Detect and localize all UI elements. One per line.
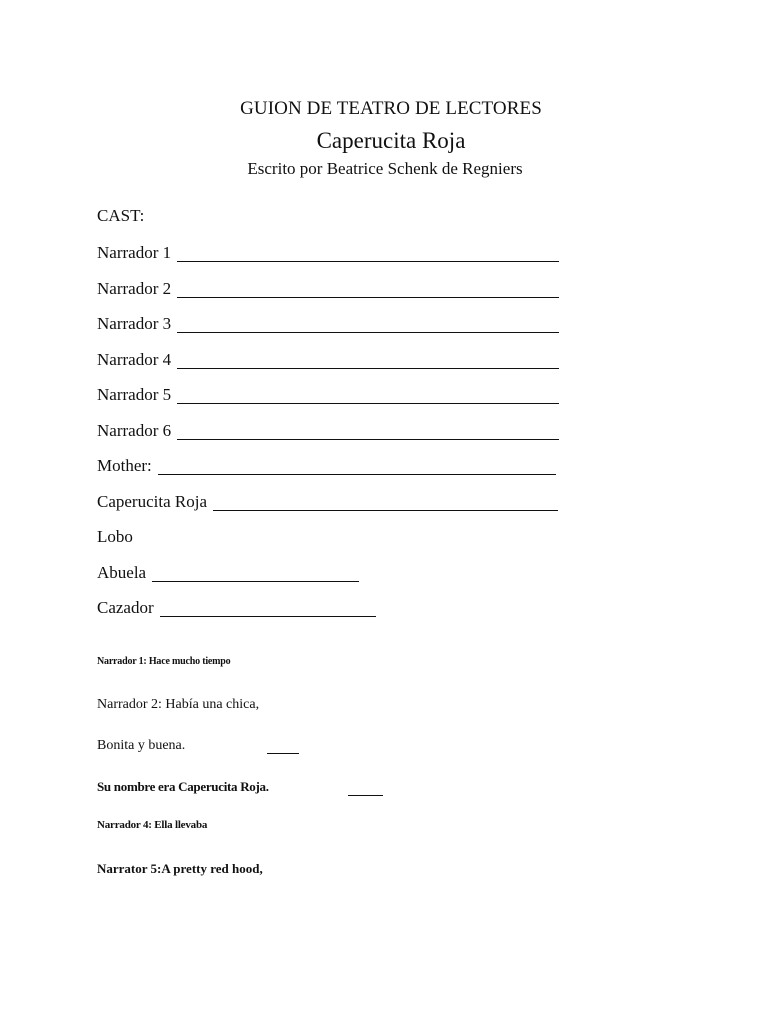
script-blank (267, 753, 299, 754)
script-line: Narrador 1: Hace mucho tiempo (97, 656, 231, 667)
cast-row-abuela (97, 561, 359, 583)
cast-name-blank[interactable] (213, 492, 558, 511)
cast-heading: CAST: (97, 206, 145, 225)
author-line: Escrito por Beatrice Schenk de Regniers (247, 159, 523, 178)
cast-role-label: Abuela (97, 563, 147, 582)
cast-row-cazador (97, 596, 376, 618)
document-title: GUION DE TEATRO DE LECTORES (240, 98, 542, 119)
cast-row-narrador-5 (97, 383, 559, 405)
cast-name-blank[interactable] (160, 598, 376, 617)
cast-role-label: Lobo (97, 527, 133, 546)
script-blank (348, 795, 383, 796)
cast-row-narrador-1 (97, 241, 559, 263)
script-line: Narrator 5:A pretty red hood, (97, 861, 263, 876)
cast-role-label: Mother: (97, 456, 152, 475)
script-line: Narrador 4: Ella llevaba (97, 819, 208, 831)
cast-name-blank[interactable] (177, 385, 559, 404)
cast-name-blank[interactable] (177, 421, 559, 440)
cast-row-narrador-4 (97, 348, 559, 370)
cast-name-blank[interactable] (177, 279, 559, 298)
script-line: Su nombre era Caperucita Roja. (97, 779, 269, 794)
cast-role-label: Narrador 3 (97, 314, 172, 333)
script-line: Narrador 2: Había una chica, (97, 697, 260, 712)
cast-name-blank[interactable] (152, 563, 359, 582)
cast-name-blank[interactable] (158, 456, 556, 475)
cast-row-lobo (97, 525, 139, 547)
cast-role-label: Narrador 6 (97, 421, 172, 440)
cast-role-label: Cazador (97, 598, 154, 617)
cast-name-blank[interactable] (177, 243, 559, 262)
cast-row-mother (97, 454, 556, 476)
cast-name-blank[interactable] (177, 314, 559, 333)
cast-row-narrador-3 (97, 312, 559, 334)
cast-role-label: Caperucita Roja (97, 492, 207, 511)
cast-role-label: Narrador 1 (97, 243, 172, 262)
cast-name-blank[interactable] (177, 350, 559, 369)
cast-role-label: Narrador 5 (97, 385, 172, 404)
cast-row-caperucita-roja (97, 490, 558, 512)
script-line: Bonita y buena. (97, 738, 186, 753)
cast-role-label: Narrador 4 (97, 350, 172, 369)
cast-role-label: Narrador 2 (97, 279, 172, 298)
cast-row-narrador-2 (97, 277, 559, 299)
play-title: Caperucita Roja (316, 128, 466, 153)
cast-row-narrador-6 (97, 419, 559, 441)
